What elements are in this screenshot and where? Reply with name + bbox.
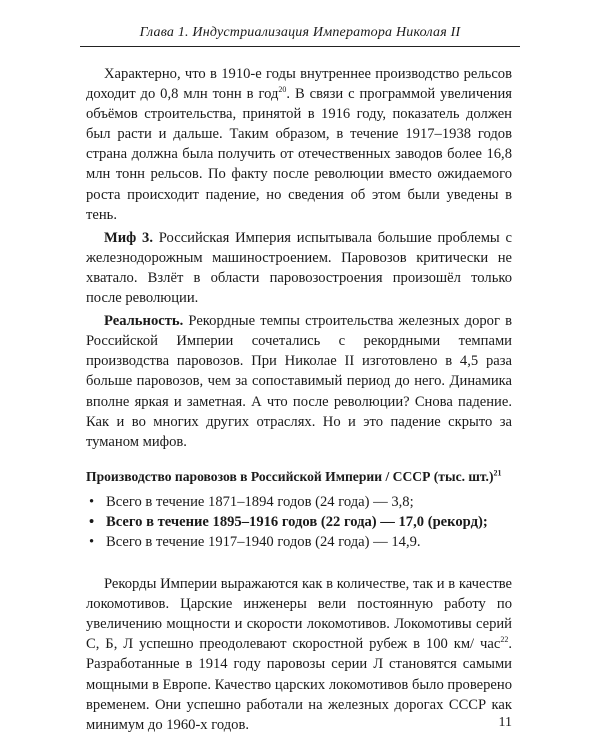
paragraph-reality (86, 311, 512, 452)
stats-item-text: Всего в течение 1917–1940 годов (24 года) — 14,9. (106, 533, 421, 550)
stats-list (86, 492, 512, 552)
paragraph-myth-3 (86, 228, 512, 308)
footnote-ref[interactable]: 22 (500, 635, 509, 645)
paragraph-text: . В связи с программой увеличения объёмов строительства, принятой в 1916 году, показатель должен был расти и дальше. Таким образом, в течение 1917–1938 годов страна должна была получить от отечественных заводов более 16,8 млн тонн рельсов. По факту после революции вместо ожидаемого роста происходит падение, но сведения об этом были уведены в тень. (86, 86, 512, 223)
header-rule (80, 46, 520, 47)
paragraph-text: Характерно, что в 1910-е годы внутреннее производство рельсов доходит до 0,8 млн тонн в год (86, 66, 512, 103)
bullet-icon: • (89, 493, 95, 510)
footnote-ref[interactable]: 21 (493, 468, 502, 478)
reality-label: Реальность. (104, 313, 184, 330)
footnote-ref[interactable]: 20 (278, 85, 287, 95)
paragraph-text: Российская Империя испытывала большие проблемы с железнодорожным машиностроением. Паровозов критически не хватало. Взлёт в области паровозостроения произошёл только после революции. (86, 229, 512, 307)
paragraph-text: Рекордные темпы строительства железных дорог в Российской Империи сочетались с рекордными темпами производства паровозов. При Николае II изготовлено в 4,5 раза больше паровозов, чем за сопоставимый период до него. Динамика вполне яркая и заметная. А что после революции? Снова падение. Как и во многих других отраслях. Но и это падение скрыто за туманом мифов. (86, 313, 512, 450)
bullet-icon: • (89, 533, 95, 550)
stats-list-item-record (86, 512, 512, 532)
paragraph-records (86, 574, 512, 735)
bullet-icon: • (89, 513, 95, 530)
page-number: 11 (498, 715, 512, 730)
body-text (86, 64, 512, 738)
stats-list-item (86, 492, 512, 512)
stats-list-item (86, 532, 512, 552)
stats-title-text: Производство паровозов в Российской Империи / СССР (тыс. шт.) (86, 468, 494, 484)
stats-item-text: Всего в течение 1871–1894 годов (24 года) — 3,8; (106, 493, 414, 510)
paragraph-rails (86, 64, 512, 225)
paragraph-text: . Разработанные в 1914 году паровозы серии Л становятся самыми мощными в Европе. Качество царских локомотивов было проверено временем. Они успешно работали на железных дорогах СССР как минимум до 1960-х годов. (86, 636, 512, 733)
myth-label: Миф 3. (104, 229, 154, 246)
paragraph-text: Рекорды Империи выражаются как в количестве, так и в качестве локомотивов. Царские инженеры вели постоянную работу по увеличению мощности и скорости локомотивов. Локомотивы серий С, Б, Л успешно преодолевают скоростной рубеж в 100 км/ час (86, 576, 512, 653)
running-head: Глава 1. Индустриализация Императора Николая II (139, 25, 461, 40)
stats-title (86, 468, 512, 486)
stats-item-text: Всего в течение 1895–1916 годов (22 года) — 17,0 (рекорд); (106, 513, 488, 530)
